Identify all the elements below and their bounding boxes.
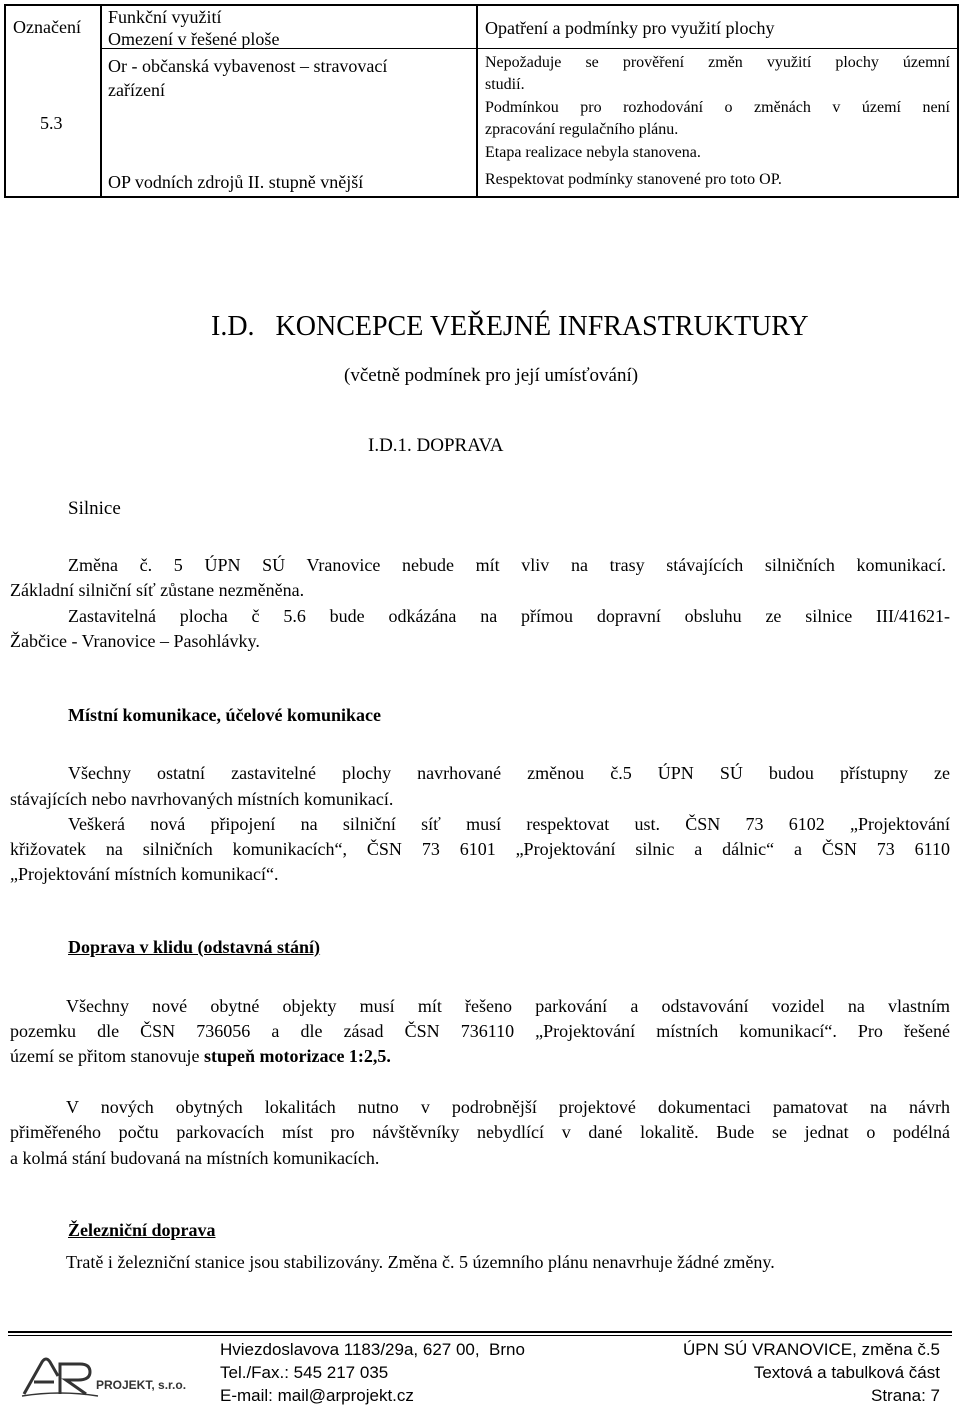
- footer-phone: Tel./Fax.: 545 217 035: [220, 1363, 389, 1382]
- mistni-line-2: stávajících nebo navrhovaných místních komunikací.: [10, 789, 394, 809]
- silnice-heading: Silnice: [68, 498, 121, 519]
- company-logo: [20, 1350, 200, 1400]
- zeleznice-heading: Železniční doprava: [68, 1220, 216, 1240]
- row-condition-6: Respektovat podmínky stanovené pro toto OP.: [485, 171, 782, 188]
- mistni-line-5: „Projektování místních komunikací“.: [10, 864, 279, 884]
- footer-email: E-mail: mail@arprojekt.cz: [220, 1386, 414, 1405]
- silnice-line-1: Změna č. 5 ÚPN SÚ Vranovice nebude mít vliv na trasy stávajících silničních komunikací.: [68, 555, 946, 575]
- section-subheading: I.D.1. DOPRAVA: [368, 435, 504, 456]
- klid-heading: Doprava v klidu (odstavná stání): [68, 937, 321, 957]
- klid-p1-bold: stupeň motorizace 1:2,5.: [203, 1046, 391, 1066]
- klid-p2-line-2: přiměřeného počtu parkovacích míst pro návštěvníky nebydlící v dané lokalitě. Bude se jednat o podélná: [10, 1122, 950, 1142]
- row-use-line2: zařízení: [108, 80, 165, 100]
- silnice-line-2: Základní silniční síť zůstane nezměněna.: [10, 580, 305, 600]
- silnice-line-4: Žabčice - Vranovice – Pasohlávky.: [10, 631, 260, 651]
- klid-p1-line-2: pozemku dle ČSN 736056 a dle zásad ČSN 736110 „Projektování místních komunikací“. Pro řešené: [10, 1021, 950, 1041]
- header-opatreni: Opatření a podmínky pro využití plochy: [485, 18, 775, 38]
- row-condition-1: Nepožaduje se prověření změn využití plochy územní: [485, 54, 950, 71]
- row-limit: OP vodních zdrojů II. stupně vnější: [108, 172, 364, 192]
- header-funkcni-vyuziti: Funkční využití: [108, 7, 222, 27]
- header-omezeni: Omezení v řešené ploše: [108, 29, 280, 49]
- row-use-line1: Or - občanská vybavenost – stravovací: [108, 56, 388, 76]
- header-oznaceni: Označení: [13, 17, 81, 37]
- ar-logo-icon: [20, 1350, 200, 1400]
- klid-p2-line-3: a kolmá stání budovaná na místních komunikacích.: [10, 1148, 380, 1168]
- mistni-heading: Místní komunikace, účelové komunikace: [68, 705, 382, 725]
- row-condition-5: Etapa realizace nebyla stanovena.: [485, 144, 701, 161]
- klid-p1-line-1: Všechny nové obytné objekty musí mít řešeno parkování a odstavování vozidel na vlastním: [66, 996, 950, 1016]
- footer-doc-part: Textová a tabulková část: [753, 1363, 940, 1382]
- row-condition-4: zpracování regulačního plánu.: [485, 121, 679, 138]
- footer-rule-bottom: [8, 1335, 952, 1336]
- klid-p1-line-3: [10, 1044, 391, 1068]
- row-condition-2: studií.: [485, 76, 525, 93]
- row-condition-3: Podmínkou pro rozhodování o změnách v území není: [485, 99, 950, 116]
- mistni-line-3: Veškerá nová připojení na silniční síť musí respektovat ust. ČSN 73 6102 „Projektování: [68, 814, 950, 834]
- mistni-line-4: křižovatek na silničních komunikacích“, ČSN 73 6101 „Projektování silnic a dálnic“ a ČSN 73 6110: [10, 839, 950, 859]
- row-id: 5.3: [40, 113, 63, 133]
- klid-p2-line-1: V nových obytných lokalitách nutno v podrobnější projektové dokumentaci pamatovat na návrh: [66, 1097, 950, 1117]
- footer-page: Strana: 7: [871, 1386, 940, 1405]
- footer-address: Hviezdoslavova 1183/29a, 627 00, Brno: [220, 1340, 525, 1359]
- logo-text: PROJEKT, s.r.o.: [96, 1378, 187, 1392]
- footer-doc-title: ÚPN SÚ VRANOVICE, změna č.5: [683, 1340, 940, 1359]
- section-subtitle: (včetně podmínek pro její umísťování): [344, 365, 639, 386]
- mistni-line-1: Všechny ostatní zastavitelné plochy navrhované změnou č.5 ÚPN SÚ budou přístupny ze: [68, 763, 950, 783]
- klid-p1-prefix: území se přitom stanovuje: [10, 1046, 204, 1066]
- footer-rule-top: [8, 1331, 952, 1333]
- zeleznice-text: Tratě i železniční stanice jsou stabilizovány. Změna č. 5 územního plánu nenavrhuje žádné změny.: [66, 1252, 775, 1272]
- section-title: I.D. KONCEPCE VEŘEJNÉ INFRASTRUKTURY: [211, 311, 809, 342]
- silnice-line-3: Zastavitelná plocha č 5.6 bude odkázána na přímou dopravní obsluhu ze silnice III/41621-: [68, 606, 950, 626]
